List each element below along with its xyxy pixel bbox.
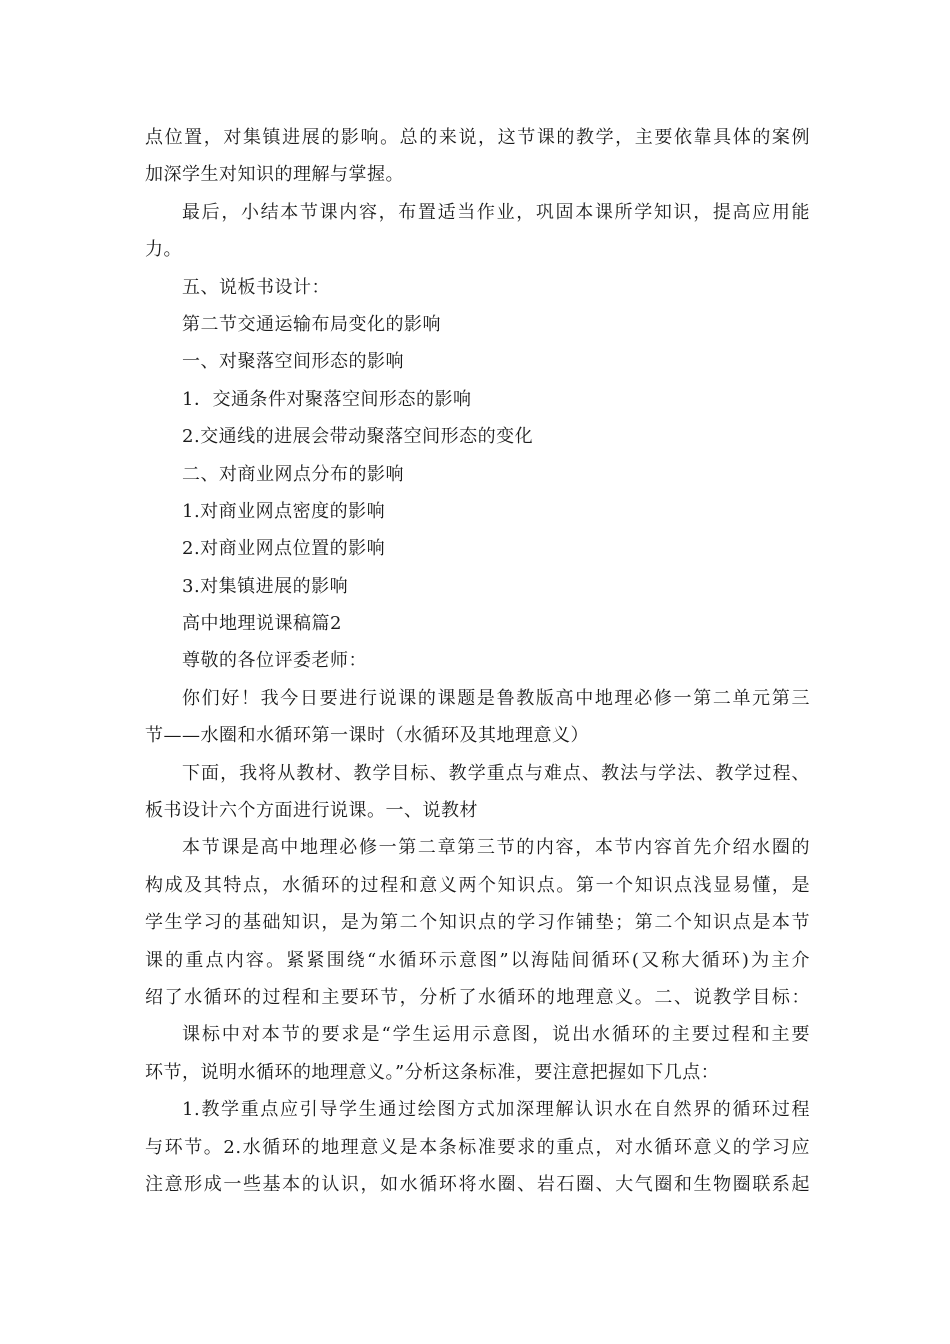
text-line: 高中地理说课稿篇2 [182,613,342,635]
text-line: 尊敬的各位评委老师： [182,650,367,672]
text-line: 下面，我将从教材、教学目标、教学重点与难点、教法与学法、教学过程、 [182,762,810,784]
text-line: 一、对聚落空间形态的影响 [182,351,404,373]
text-line: 你们好！我今日要进行说课的课题是鲁教版高中地理必修一第二单元第三 [182,687,810,709]
text-line: 1.教学重点应引导学生通过绘图方式加深理解认识水在自然界的循环过程 [182,1099,810,1121]
text-line: 学生学习的基础知识，是为第二个知识点的学习作铺垫；第二个知识点是本节 [145,912,810,934]
text-line: 注意形成一些基本的认识，如水循环将水圈、岩石圈、大气圈和生物圈联系起 [145,1173,810,1195]
text-line: 构成及其特点，水循环的过程和意义两个知识点。第一个知识点浅显易懂，是 [145,874,810,896]
text-line: 1．交通条件对聚落空间形态的影响 [182,388,472,410]
text-line: 课标中对本节的要求是“学生运用示意图，说出水循环的主要过程和主要 [182,1024,810,1046]
text-line: 五、说板书设计： [182,276,330,298]
text-line: 绍了水循环的过程和主要环节，分析了水循环的地理意义。二、说教学目标： [145,986,810,1008]
body-text [145,119,810,1203]
text-line: 点位置，对集镇进展的影响。总的来说，这节课的教学，主要依靠具体的案例 [145,127,810,148]
text-line: 本节课是高中地理必修一第二章第三节的内容，本节内容首先介绍水圈的 [182,837,810,859]
text-line: 力。 [145,239,182,261]
text-line: 最后，小结本节课内容，布置适当作业，巩固本课所学知识，提高应用能 [182,201,810,223]
text-line: 第二节交通运输布局变化的影响 [182,313,441,335]
text-line: 2.对商业网点位置的影响 [182,538,386,560]
text-line: 课的重点内容。紧紧围绕“水循环示意图”以海陆间循环(又称大循环)为主介 [145,949,810,971]
text-line: 板书设计六个方面进行说课。一、说教材 [145,800,478,822]
text-line: 3.对集镇进展的影响 [182,575,349,597]
text-line: 加深学生对知识的理解与掌握。 [145,164,404,186]
text-line: 环节，说明水循环的地理意义。”分析这条标准，要注意把握如下几点： [145,1061,720,1083]
text-line: 与环节。2.水循环的地理意义是本条标准要求的重点，对水循环意义的学习应 [145,1136,810,1158]
text-line: 二、对商业网点分布的影响 [182,463,404,485]
text-line: 2.交通线的进展会带动聚落空间形态的变化 [182,426,534,448]
text-line: 1.对商业网点密度的影响 [182,500,386,522]
text-line: 节——水圈和水循环第一课时（水循环及其地理意义） [145,725,589,747]
